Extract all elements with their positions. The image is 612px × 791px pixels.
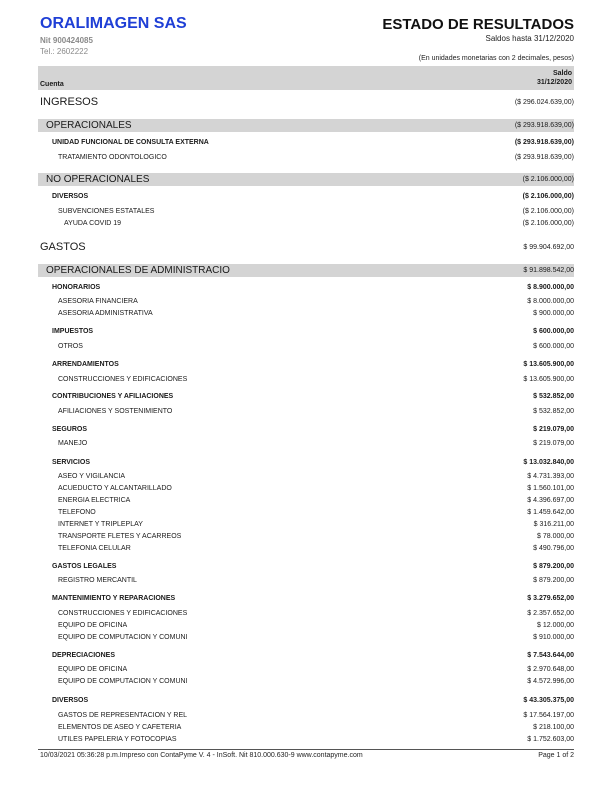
account-balance: $ 532.852,00 [533, 393, 574, 400]
account-name: AFILIACIONES Y SOSTENIMIENTO [58, 408, 173, 415]
account-name: IMPUESTOS [52, 328, 94, 335]
account-name: SUBVENCIONES ESTATALES [58, 208, 155, 215]
account-row-bold [0, 327, 612, 339]
account-name: ACUEDUCTO Y ALCANTARILLADO [58, 485, 172, 492]
column-header-saldo [537, 69, 572, 87]
account-name: ASEO Y VIGILANCIA [58, 473, 126, 480]
account-balance: $ 316.211,00 [533, 521, 574, 528]
account-name: EQUIPO DE COMPUTACION Y COMUNI [58, 678, 188, 685]
account-balance: $ 13.605.900,00 [523, 376, 574, 383]
account-name: OTROS [58, 343, 83, 350]
account-name: INTERNET Y TRIPLEPLAY [58, 521, 143, 528]
account-row-big [0, 97, 612, 109]
account-name: AYUDA COVID 19 [64, 220, 122, 227]
account-balance: $ 600.000,00 [533, 343, 574, 350]
account-row-item [0, 407, 612, 419]
account-name: EQUIPO DE OFICINA [58, 622, 128, 629]
account-name: GASTOS DE REPRESENTACION Y REL [58, 712, 188, 719]
account-name: TRATAMIENTO ODONTOLOGICO [58, 154, 167, 161]
account-balance: $ 219.079,00 [533, 440, 574, 447]
account-row-bold [0, 360, 612, 372]
company-name: ORALIMAGEN SAS [40, 15, 187, 32]
account-balance: $ 490.796,00 [533, 545, 574, 552]
account-balance: $ 1.752.603,00 [527, 736, 574, 743]
account-row-item [0, 609, 612, 621]
account-balance: $ 12.000,00 [537, 622, 574, 629]
account-row-bold [0, 192, 612, 204]
account-name: DEPRECIACIONES [52, 652, 116, 659]
account-row-item [0, 484, 612, 496]
report-units-note: (En unidades monetarias con 2 decimales, pesos) [418, 55, 574, 62]
account-name: CONTRIBUCIONES Y AFILIACIONES [52, 393, 174, 400]
account-name: HONORARIOS [52, 284, 101, 291]
account-name: GASTOS [40, 241, 86, 253]
account-balance: $ 3.279.652,00 [527, 595, 574, 602]
account-row-bold [0, 458, 612, 470]
report-title: ESTADO DE RESULTADOS [382, 16, 574, 33]
account-balance: $ 879.200,00 [533, 563, 574, 570]
account-row-item [0, 723, 612, 735]
account-name: UNIDAD FUNCIONAL DE CONSULTA EXTERNA [52, 139, 209, 146]
account-name: MANEJO [58, 440, 88, 447]
account-balance: $ 600.000,00 [533, 328, 574, 335]
account-name: REGISTRO MERCANTIL [58, 577, 137, 584]
account-balance: ($ 2.106.000,00) [522, 208, 574, 215]
account-balance: $ 8.000.000,00 [527, 298, 574, 305]
footer-divider [38, 749, 574, 750]
account-balance: $ 8.900.000,00 [527, 284, 574, 291]
account-name: SEGUROS [52, 426, 88, 433]
account-name: UTILES PAPELERIA Y FOTOCOPIAS [58, 736, 177, 743]
account-balance: $ 900.000,00 [533, 310, 574, 317]
account-balance: $ 4.572.996,00 [527, 678, 574, 685]
account-balance: $ 4.396.697,00 [527, 497, 574, 504]
company-tel: Tel.: 2602222 [40, 47, 89, 56]
account-balance: $ 2.970.648,00 [527, 666, 574, 673]
account-row-item [0, 342, 612, 354]
account-row-item [0, 297, 612, 309]
account-name: ENERGIA ELECTRICA [58, 497, 131, 504]
account-row-sub [0, 219, 612, 231]
account-balance: ($ 293.918.639,00) [514, 154, 574, 161]
account-row-item [0, 207, 612, 219]
account-name: DIVERSOS [52, 193, 89, 200]
account-balance: $ 218.100,00 [533, 724, 574, 731]
account-row-bold [0, 651, 612, 663]
account-balance: $ 78.000,00 [537, 533, 574, 540]
account-row-item [0, 439, 612, 451]
account-balance: $ 1.560.101,00 [527, 485, 574, 492]
account-name: TELEFONO [58, 509, 96, 516]
account-row-bold [0, 392, 612, 404]
account-balance: $ 13.032.840,00 [523, 459, 574, 466]
account-name: MANTENIMIENTO Y REPARACIONES [52, 595, 176, 602]
account-row-bold [0, 283, 612, 295]
account-name: DIVERSOS [52, 697, 89, 704]
account-row-grey [0, 120, 612, 132]
account-balance: $ 43.305.375,00 [523, 697, 574, 704]
account-balance: $ 99.904.692,00 [523, 244, 574, 251]
account-row-grey [0, 265, 612, 277]
account-row-item [0, 532, 612, 544]
account-balance: $ 2.357.652,00 [527, 610, 574, 617]
account-name: EQUIPO DE COMPUTACION Y COMUNI [58, 634, 188, 641]
account-balance: ($ 2.106.000,00) [522, 176, 574, 183]
account-row-item [0, 375, 612, 387]
account-balance: $ 13.605.900,00 [523, 361, 574, 368]
account-row-item [0, 472, 612, 484]
account-name: TRANSPORTE FLETES Y ACARREOS [58, 533, 182, 540]
account-name: OPERACIONALES [46, 120, 132, 131]
account-row-item [0, 677, 612, 689]
account-balance: $ 4.731.393,00 [527, 473, 574, 480]
account-row-item [0, 576, 612, 588]
account-row-bold [0, 696, 612, 708]
account-balance: $ 879.200,00 [533, 577, 574, 584]
account-name: ELEMENTOS DE ASEO Y CAFETERIA [58, 724, 182, 731]
account-row-item [0, 633, 612, 645]
account-name: SERVICIOS [52, 459, 90, 466]
report-subtitle: Saldos hasta 31/12/2020 [485, 34, 574, 43]
account-balance: $ 91.898.542,00 [523, 267, 574, 274]
footer-print-info: 10/03/2021 05:36:28 p.m.Impreso con ContaPyme V. 4 - InSoft. Nit 810.000.630-9 www.contapyme.com [40, 752, 363, 759]
footer-page-number: Page 1 of 2 [538, 752, 574, 759]
column-header-cuenta: Cuenta [40, 81, 64, 88]
account-row-item [0, 309, 612, 321]
account-row-big [0, 242, 612, 254]
account-balance: ($ 293.918.639,00) [514, 122, 574, 129]
account-name: CONSTRUCCIONES Y EDIFICACIONES [58, 376, 188, 383]
account-name: CONSTRUCCIONES Y EDIFICACIONES [58, 610, 188, 617]
account-name: EQUIPO DE OFICINA [58, 666, 128, 673]
column-header-saldo-label: Saldo [552, 70, 572, 77]
account-row-item [0, 153, 612, 165]
account-row-item [0, 544, 612, 556]
account-row-item [0, 508, 612, 520]
account-name: INGRESOS [40, 96, 99, 108]
account-row-grey [0, 174, 612, 186]
account-balance: $ 910.000,00 [533, 634, 574, 641]
account-name: NO OPERACIONALES [46, 174, 150, 185]
column-header-saldo-date: 31/12/2020 [536, 79, 572, 86]
account-name: GASTOS LEGALES [52, 563, 117, 570]
account-name: ARRENDAMIENTOS [52, 361, 119, 368]
account-name: TELEFONIA CELULAR [58, 545, 131, 552]
account-row-item [0, 711, 612, 723]
account-row-bold [0, 562, 612, 574]
account-name: ASESORIA ADMINISTRATIVA [58, 310, 153, 317]
account-row-item [0, 496, 612, 508]
column-header-bar [38, 66, 574, 90]
account-row-item [0, 665, 612, 677]
account-row-bold [0, 594, 612, 606]
account-row-item [0, 621, 612, 633]
account-row-item [0, 735, 612, 747]
account-balance: $ 219.079,00 [533, 426, 574, 433]
account-row-item [0, 520, 612, 532]
account-balance: $ 1.459.642,00 [527, 509, 574, 516]
account-row-bold [0, 138, 612, 150]
account-balance: $ 532.852,00 [533, 408, 574, 415]
account-name: ASESORIA FINANCIERA [58, 298, 138, 305]
company-nit: Nit 900424085 [40, 36, 93, 45]
account-balance: ($ 2.106.000,00) [522, 220, 574, 227]
account-balance: ($ 2.106.000,00) [522, 193, 574, 200]
account-balance: ($ 296.024.639,00) [514, 99, 574, 106]
account-name: OPERACIONALES DE ADMINISTRACIO [46, 265, 230, 276]
account-balance: $ 17.564.197,00 [523, 712, 574, 719]
account-balance: $ 7.543.644,00 [527, 652, 574, 659]
account-balance: ($ 293.918.639,00) [514, 139, 574, 146]
account-row-bold [0, 425, 612, 437]
